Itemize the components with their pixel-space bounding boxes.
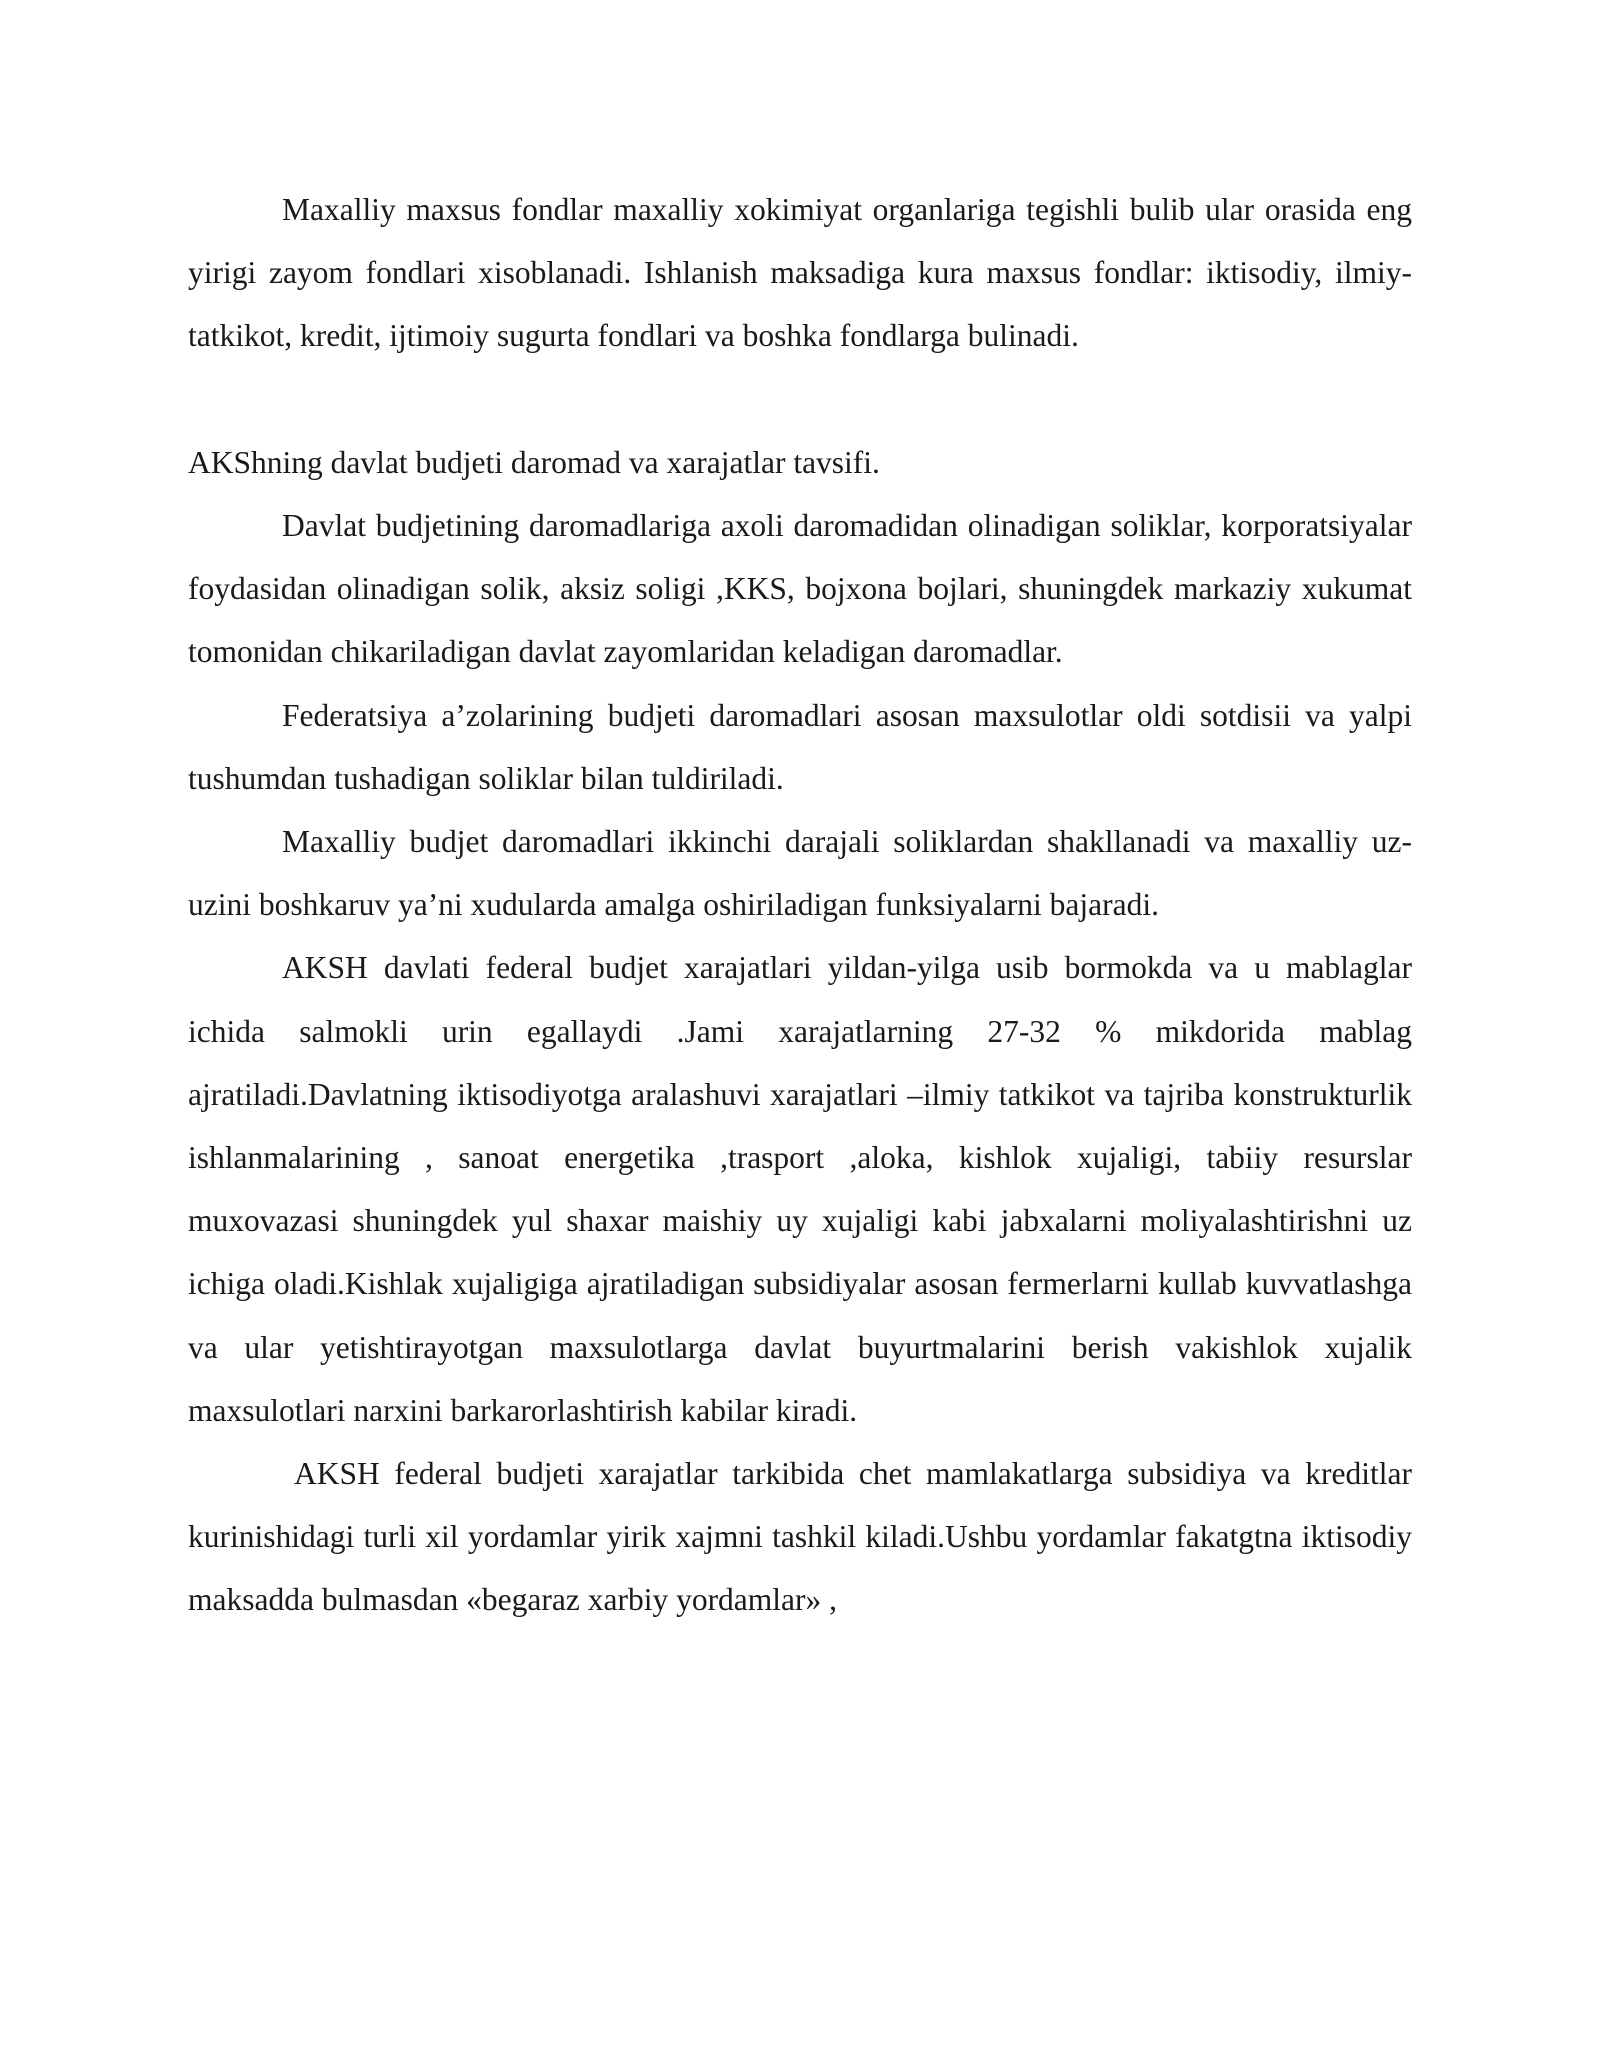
paragraph-state-budget-revenues: Davlat budjetining daromadlariga axoli daromadidan olinadigan soliklar, korporatsiyalar foydasidan olinadigan solik, aksiz soligi ,KKS, bojxona bojlari, shuningdek markaziy xukumat tomonidan chikariladigan davlat zayomlaridan keladigan daromadlar.: [188, 508, 1412, 670]
paragraph-federal-expenditures: AKSH davlati federal budjet xarajatlari yildan-yilga usib bormokda va u mablaglar ichida salmokli urin egallaydi .Jami xarajatlarning 27-32 % mikdorida mablag ajratiladi.Davlatning iktisodiyotga aralashuvi xarajatlari –ilmiy tatkikot va tajriba konstrukturlik ishlanmalarining , sanoat energetika ,trasport ,aloka, kishlok xujaligi, tabiiy resurslar muxovazasi shuningdek yul shaxar maishiy uy xujaligi kabi jabxalarni moliyalashtirishni uz ichiga oladi.Kishlak xujaligiga ajratiladigan subsidiyalar asosan fermerlarni kullab kuvvatlashga va ular yetishtirayotgan maxsulotlarga davlat buyurtmalarini berish vakishlok xujalik maxsulotlari narxini barkarorlashtirish kabilar kiradi.: [188, 950, 1412, 1428]
section-heading: AKShning davlat budjeti daromad va xarajatlar tavsifi.: [188, 444, 880, 480]
blank-line: [188, 368, 1412, 431]
paragraph-federation-members-revenues: Federatsiya a’zolarining budjeti daromadlari asosan maxsulotlar oldi sotdisii va yalpi tushumdan tushadigan soliklar bilan tuldiriladi.: [188, 697, 1412, 796]
paragraph-local-budget-revenues: Maxalliy budjet daromadlari ikkinchi darajali soliklardan shakllanadi va maxalliy uz-uzini boshkaruv ya’ni xudularda amalga oshiriladigan funksiyalarni bajaradi.: [188, 824, 1412, 923]
paragraph-special-funds: Maxalliy maxsus fondlar maxalliy xokimiyat organlariga tegishli bulib ular orasida eng yirigi zayom fondlari xisoblanadi. Ishlanish maksadiga kura maxsus fondlar: iktisodiy, ilmiy-tatkikot, kredit, ijtimoiy sugurta fondlari va boshka fondlarga bulinadi.: [188, 192, 1412, 354]
document-page: [188, 178, 1412, 1632]
paragraph-foreign-aid: AKSH federal budjeti xarajatlar tarkibida chet mamlakatlarga subsidiya va kreditlar kurinishidagi turli xil yordamlar yirik xajmni tashkil kiladi.Ushbu yordamlar fakatgtna iktisodiy maksadda bulmasdan «begaraz xarbiy yordamlar» ,: [188, 1456, 1412, 1618]
